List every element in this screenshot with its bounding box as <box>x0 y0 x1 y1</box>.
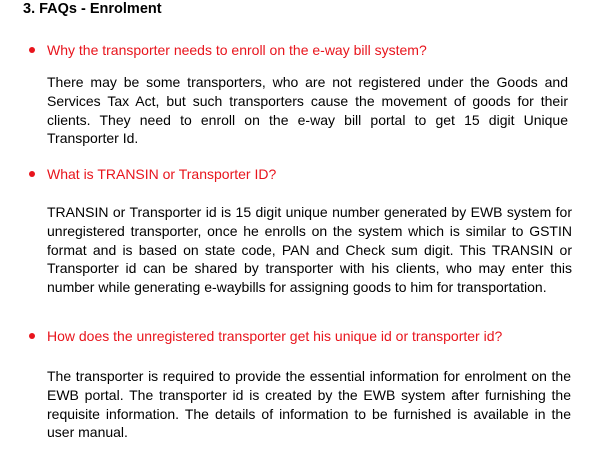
section-heading: 3. FAQs - Enrolment <box>23 1 162 17</box>
question-text: How does the unregistered transporter get his unique id or transporter id? <box>47 328 503 344</box>
bullet-icon <box>29 47 35 53</box>
bullet-icon <box>29 333 35 339</box>
faq-answer-3: The transporter is required to provide the essential information for enrolment on the EWB portal. The transporter id is created by the EWB system after furnishing the requisite information. The details of information to be furnished is available in the user manual. <box>47 368 571 441</box>
faq-answer-2: TRANSIN or Transporter id is 15 digit unique number generated by EWB system for unregistered transporter, once he enrolls on the system which is similar to GSTIN format and is based on state code, PAN and Check sum digit. This TRANSIN or Transporter id can be shared by transporter with his clients, who may enter this number while generating e-waybills for assigning goods to him for transportation. <box>47 204 572 296</box>
faq-question-3 <box>29 327 502 345</box>
faq-question-2 <box>29 165 276 183</box>
question-text: Why the transporter needs to enroll on the e-way bill system? <box>47 42 427 58</box>
faq-answer-1: There may be some transporters, who are not registered under the Goods and Services Tax Act, but such transporters cause the movement of goods for their clients. They need to enroll on the e-way bill portal to get 15 digit Unique Transporter Id. <box>47 74 568 147</box>
bullet-icon <box>29 171 35 177</box>
faq-question-1 <box>29 41 427 59</box>
question-text: What is TRANSIN or Transporter ID? <box>47 166 277 182</box>
